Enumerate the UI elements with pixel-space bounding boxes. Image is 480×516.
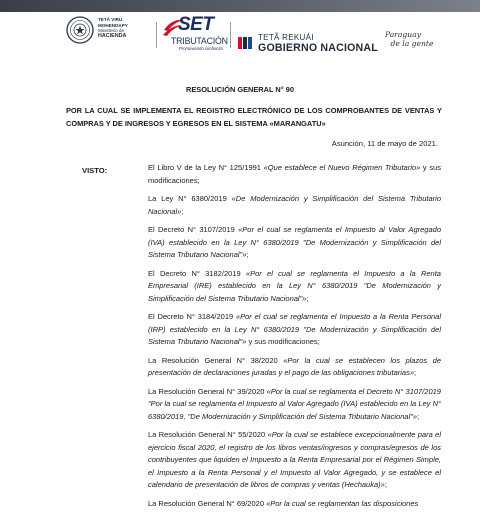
visto-item-tail: y sus modificaciones; [246, 337, 320, 346]
visto-item-title: «Por la cual se establece excepcionalmente para el ejercicio fiscal 2020, el registro de los libros ventas/ingresos y compras/egresos de los contribuyentes que liquiden el Impuesto a la Renta Empresarial por el Régimen Simple, el Impuesto a la Renta Personal y el Impuesto al Valor Agregado, y se establece el calendario de presentación de libros de compras y ventas (Hechauka)» [148, 430, 441, 489]
visto-item-ref: La Resolución General N° 69/2020 [148, 498, 267, 508]
visto-item-tail: y sus modificaciones; [148, 163, 441, 185]
visto-item-tail: ; [306, 293, 309, 303]
visto-item-ref: El Decreto N° 3107/2019 [148, 225, 239, 234]
visto-item-title: «De Modernización y Simplificación del Sistema Tributario Nacional» [148, 194, 441, 216]
hacienda-line-4: HACIENDA [98, 32, 127, 39]
visto-item-title: «Por el cual se reglamenta el Impuesto a la Renta Empresarial (IRE) establecido en la Ley N° 6380/2019 "De Modernización y Simplificación del Sistema Tributario Nacional"» [148, 268, 441, 303]
hacienda-seal-icon [66, 16, 94, 44]
visto-item-tail: ; [246, 250, 249, 259]
visto-item-ref: La Resolución General N° 39/2020 [148, 386, 267, 396]
gobierno-flag-icon [238, 36, 254, 50]
hacienda-line-2: MOHENDAPY [98, 22, 128, 28]
hacienda-wordmark [98, 17, 152, 39]
visto-item-ref: La Resolución General N° 38/2020 [148, 355, 284, 365]
resolution-subject: POR LA CUAL SE IMPLEMENTA EL REGISTRO ELECTRÓNICO DE LOS COMPROBANTES DE VENTAS Y COMPRAS Y DE INGRESOS Y EGRESOS EN EL SISTEMA «MARANGATU» [66, 106, 442, 128]
hacienda-line-1: TETÃ VIRU [98, 17, 123, 22]
header-divider [230, 22, 231, 48]
visto-label: VISTO: [82, 166, 108, 175]
visto-item-title: «Por la cual se reglamenta el Decreto N° 3107/2019 "Por la cual se reglamenta el Impuesto al Valor Agregado (IVA) establecido en la Ley N° 6380/2019, "De Modernización y Simplificación del Sistema Tributario Nacional"» [148, 386, 441, 421]
gobierno-main-line: GOBIERNO NACIONAL [258, 42, 378, 54]
resolution-title: RESOLUCIÓN GENERAL N° 90 [186, 85, 294, 94]
visto-item-title: «Que establece el Nuevo Régimen Tributario» [263, 163, 421, 172]
visto-item [148, 162, 441, 187]
visto-item [148, 386, 441, 424]
set-logo-text: SET [178, 14, 214, 35]
visto-item-title: «Por el cual se reglamenta el Impuesto al Valor Agregado (IVA) establecido en la Ley N° 6380/2019 "De Modernización y Simplificación del Sistema Tributario Nacional"» [148, 225, 441, 259]
visto-item [148, 268, 441, 306]
visto-item-ref: El Decreto N° 3184/2019 [148, 312, 236, 321]
visto-item [148, 193, 441, 218]
visto-item-tail: ; [417, 411, 420, 421]
visto-item-ref: La Ley N° 6380/2019 [148, 194, 232, 203]
slogan-line-1: Paraguay [384, 30, 422, 39]
visto-item-title: «Por el cual se reglamenta el Impuesto a la Renta Personal (IRP) establecido en la Ley N° 6380/2019 "De Modernización y Simplificación del Sistema Tributario Nacional"» [148, 312, 442, 346]
visto-item-title: «Por la cual se establecen los plazos de presentación de declaraciones juradas y el pago de las obligaciones tributarias» [148, 355, 441, 377]
visto-item-tail: ; [181, 206, 184, 216]
paraguay-de-la-gente-slogan [378, 30, 434, 48]
visto-item [148, 355, 441, 380]
visto-list [148, 162, 441, 516]
hacienda-line-3: Ministerio de [98, 28, 125, 34]
set-slogan: Promoviendo confianza [179, 46, 223, 51]
place-and-date: Asunción, 11 de mayo de 2021. [331, 139, 438, 148]
visto-item-tail: ; [414, 368, 417, 377]
visto-item [148, 429, 441, 492]
header-divider [156, 22, 157, 48]
visto-item [148, 224, 441, 262]
visto-item-tail: ; [384, 480, 387, 489]
top-color-bar [0, 0, 480, 12]
visto-item-ref: El Decreto N° 3182/2019 [148, 268, 246, 278]
visto-item-title: «Por la cual se reglamentan las disposiciones [266, 498, 419, 508]
visto-item [148, 311, 441, 349]
visto-item-ref: El Libro V de la Ley N° 125/1991 [148, 163, 264, 172]
slogan-line-2: de la gente [390, 39, 434, 48]
visto-item [148, 498, 441, 511]
set-name: TRIBUTACIÓN [171, 36, 228, 46]
visto-item-ref: La Resolución General N° 55/2020 [148, 430, 268, 439]
gobierno-top-line: TETÃ REKUÁI [258, 33, 314, 42]
